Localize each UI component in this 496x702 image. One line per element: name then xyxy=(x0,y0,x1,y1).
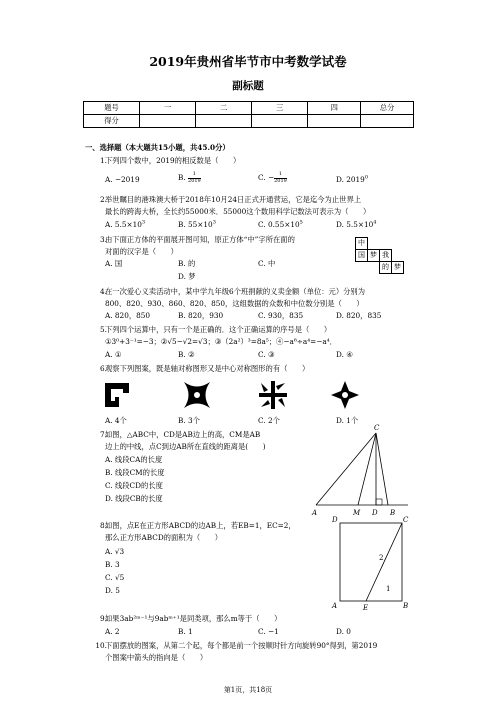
option-d xyxy=(336,220,376,229)
pattern-4-icon xyxy=(331,381,359,409)
option-c: C. 2个 xyxy=(258,416,280,425)
option-d: D. 梦 xyxy=(178,272,196,281)
triangle-abc-figure xyxy=(308,425,418,520)
pattern-3-icon xyxy=(259,381,287,409)
question-text-line: 由下面正方体的平面展开图可知，原正方体“中”字所在面的 xyxy=(105,235,295,244)
vertex-label: A xyxy=(332,602,338,610)
option-d: D. 5 xyxy=(105,586,120,595)
option-a: A. 820，850 xyxy=(105,311,151,320)
score-cell[interactable] xyxy=(252,115,308,128)
option-a: A. 4个 xyxy=(105,416,127,425)
pattern-1-icon xyxy=(105,383,129,407)
net-cell: 我 xyxy=(379,249,392,262)
score-table xyxy=(83,101,414,128)
score-table-header-cell: 二 xyxy=(196,102,252,115)
q6-patterns-figure xyxy=(105,380,405,412)
option-b-label: B. xyxy=(178,173,189,182)
section-heading: 一、选择题（本大题共15小题，共45.0分） xyxy=(85,143,230,152)
option-d-label: D. 2019 xyxy=(336,175,365,184)
net-cell: 中 xyxy=(355,237,368,250)
page-title: 2019年贵州省毕节市中考数学试卷 xyxy=(149,54,347,69)
question-text-line: ①3⁰+3⁻¹=−3；②√5−√2=√3；③（2a²）³=8a⁵；④−a⁸÷a⁴=−a⁴． xyxy=(105,337,337,346)
score-cell[interactable] xyxy=(361,115,414,128)
option-d: D. 线段CB的长度 xyxy=(105,494,163,503)
option-c: C. ③ xyxy=(258,350,275,359)
option-a: A. 线段CA的长度 xyxy=(105,455,163,464)
question-text-line: 如图，点E在正方形ABCD的边AB上，若EB=1，EC=2， xyxy=(105,521,296,530)
score-cell[interactable] xyxy=(196,115,252,128)
net-cell: 国 xyxy=(355,249,368,262)
fraction xyxy=(188,172,201,184)
option-c: C. √5 xyxy=(105,573,125,582)
option-c-label: C. 0.55×10 xyxy=(258,220,300,229)
question-text-line: 800、820、930、860、820、850，这组数据的众数和中位数分别是（ ） xyxy=(105,299,364,308)
question-text: 观察下列图案，既是轴对称图形又是中心对称图形的有（ ） xyxy=(105,364,310,373)
page-footer: 第1页，共18页 xyxy=(223,686,273,694)
score-table-header-row xyxy=(84,102,414,115)
question-number: 7. xyxy=(100,430,107,439)
question-text-line: 在一次爱心义卖活动中，某中学九年级6个班捐献的义卖金额（单位：元）分别为 xyxy=(105,287,366,296)
question-text: 下列四个数中，2019的相反数是（ ） xyxy=(105,156,241,165)
question-text-line: 那么正方形ABCD的面积为（ ） xyxy=(105,533,223,542)
question-text-line: 下面摆放的图案，从第二个起，每个都是前一个按顺时针方向旋转90°得到，第2019 xyxy=(105,641,378,650)
option-a-label: A. 5.5×10 xyxy=(105,220,142,229)
pattern-2-icon xyxy=(184,382,210,408)
segment-length-label: 2 xyxy=(379,554,384,562)
question-text: 如果3ab²ᵐ⁻¹与9abᵐ⁺¹是同类项，那么m等于（ ） xyxy=(105,614,282,623)
net-cell: 的 xyxy=(379,261,392,274)
option-d-label: D. 5.5×10 xyxy=(336,220,374,229)
point-label: D xyxy=(372,509,378,517)
option-a: A. ① xyxy=(105,350,122,359)
option-c: C. 中 xyxy=(258,259,276,268)
vertex-label: B xyxy=(403,602,409,610)
question-number: 3. xyxy=(100,235,107,244)
option-c xyxy=(258,220,303,229)
net-cell: 梦 xyxy=(367,249,380,262)
question-number: 6. xyxy=(100,364,107,373)
cube-net-figure xyxy=(355,237,415,277)
vertex-label: D xyxy=(332,516,338,524)
score-cell[interactable] xyxy=(308,115,361,128)
fraction-numerator: 1 xyxy=(188,172,201,179)
score-table-header-cell: 总分 xyxy=(361,102,414,115)
exponent: 5 xyxy=(299,219,303,226)
question-number: 10. xyxy=(95,641,107,650)
segment-length-label: 1 xyxy=(386,585,391,593)
score-cell[interactable] xyxy=(140,115,196,128)
option-d: D. ④ xyxy=(336,350,353,359)
fraction-numerator: 1 xyxy=(274,172,287,179)
question-text-line: 边上的中线，点C到边AB所在直线的距离是( ) xyxy=(105,442,266,451)
question-text-line: 下列四个运算中，只有一个是正确的．这个正确运算的序号是（ ） xyxy=(105,325,332,334)
option-b: B. 线段CM的长度 xyxy=(105,468,165,477)
option-b: B. 1 xyxy=(178,627,193,636)
question-number: 5. xyxy=(100,325,107,334)
option-a: A. −2019 xyxy=(105,175,140,184)
fraction-denominator: 2019 xyxy=(274,177,287,184)
question-text-line: 最长的跨海大桥，全长约55000米．55000这个数用科学记数法可表示为（ ） xyxy=(105,207,371,216)
option-d xyxy=(336,175,368,184)
option-d: D. 0 xyxy=(336,627,351,636)
option-c: C. 线段CD的长度 xyxy=(105,481,163,490)
question-text-line: 举世瞩目的港珠澳大桥于2018年10月24日正式开通营运，它是迄今为止世界上 xyxy=(105,195,362,204)
point-label: M xyxy=(353,509,361,517)
exponent: 3 xyxy=(141,219,146,226)
question-text-line: 对面的汉字是（ ） xyxy=(105,247,178,256)
option-b: B. ② xyxy=(178,350,195,359)
vertex-label: C xyxy=(374,424,380,432)
score-table-row xyxy=(84,115,414,128)
question-number: 8. xyxy=(100,521,107,530)
option-d: D. 1个 xyxy=(336,416,359,425)
vertex-label: C xyxy=(403,516,409,524)
score-table-header-cell: 题号 xyxy=(84,102,140,115)
option-a: A. √3 xyxy=(105,547,125,556)
question-text-line: 个图案中箭头的指向是（ ） xyxy=(105,653,208,662)
question-number: 2. xyxy=(100,195,107,204)
option-c-label: C. − xyxy=(258,173,275,182)
vertex-label: B xyxy=(390,509,396,517)
net-cell: 梦 xyxy=(391,261,404,274)
fraction xyxy=(274,172,287,184)
option-b xyxy=(178,220,216,229)
square-abcd-figure xyxy=(330,515,410,610)
question-text-line: 如图，△ABC中，CD是AB边上的高，CM是AB xyxy=(105,430,261,439)
fraction-denominator: 2019 xyxy=(188,177,201,184)
option-a: A. 2 xyxy=(105,627,120,636)
option-b: B. 820，930 xyxy=(178,311,224,320)
option-b xyxy=(178,172,201,184)
score-table-header-cell: 三 xyxy=(252,102,308,115)
page-subtitle: 副标题 xyxy=(232,80,264,92)
option-b: B. 3个 xyxy=(178,416,200,425)
option-c xyxy=(258,172,287,184)
exponent: 4 xyxy=(373,219,377,226)
score-table-row-label: 得分 xyxy=(84,115,140,128)
vertex-label: A xyxy=(312,509,318,517)
option-c: C. 930，835 xyxy=(258,311,304,320)
score-table-header-cell: 四 xyxy=(308,102,361,115)
point-label: E xyxy=(363,604,369,612)
exponent: 3 xyxy=(212,219,216,226)
option-d: D. 820，835 xyxy=(336,311,382,320)
exponent: 0 xyxy=(364,174,368,181)
option-a: A. 国 xyxy=(105,259,123,268)
score-table-header-cell: 一 xyxy=(140,102,196,115)
option-b: B. 的 xyxy=(178,259,196,268)
option-c: C. −1 xyxy=(258,627,279,636)
option-a xyxy=(105,220,145,229)
question-number: 9. xyxy=(100,614,107,623)
question-number: 1. xyxy=(100,156,107,165)
question-number: 4. xyxy=(100,287,107,296)
option-b-label: B. 55×10 xyxy=(178,220,213,229)
option-b: B. 3 xyxy=(105,560,120,569)
